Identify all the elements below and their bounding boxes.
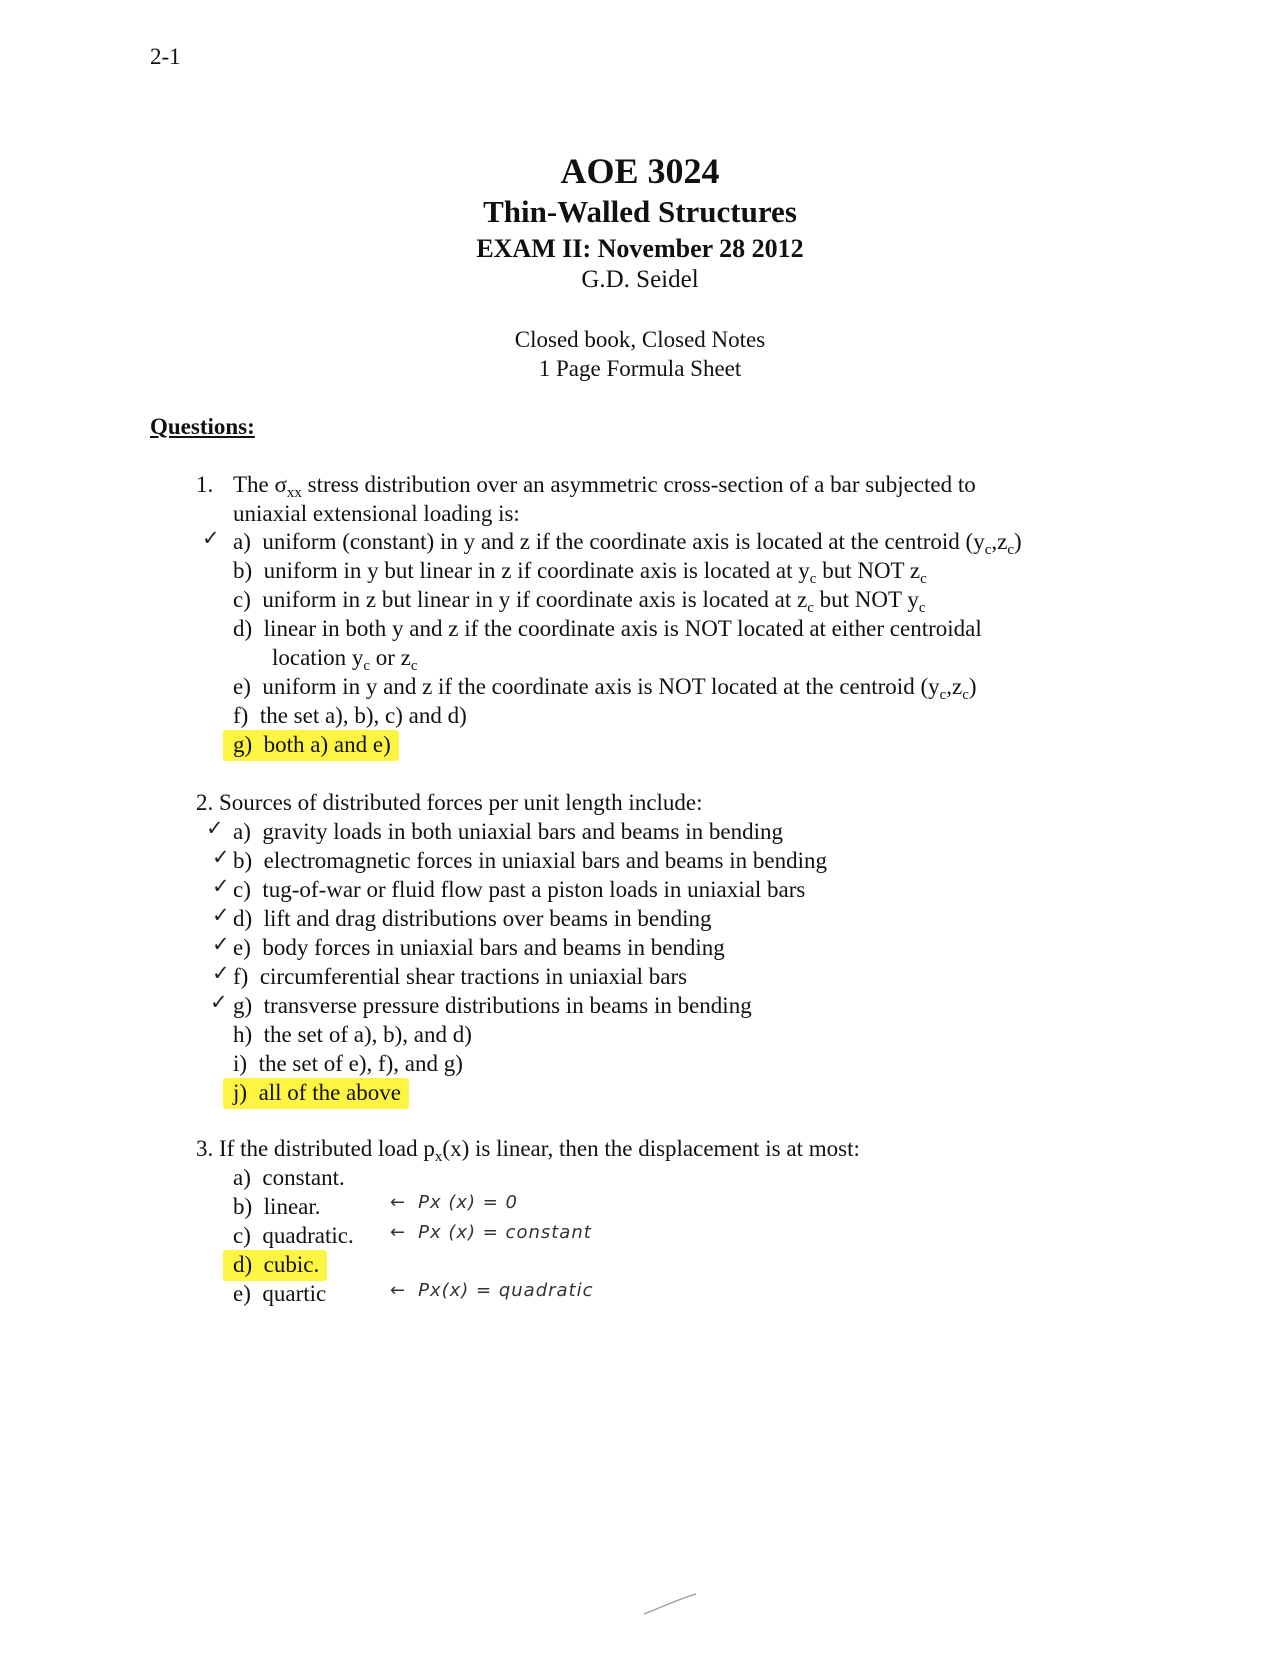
exam-rules-line1: Closed book, Closed Notes (514, 327, 766, 352)
check-mark-icon: ✓ (212, 961, 230, 985)
q2-option-f: f) circumferential shear tractions in uniaxial bars (233, 964, 688, 989)
answer-highlight: g) both a) and e) (223, 730, 399, 761)
q3-option-a: a) constant. (233, 1165, 345, 1190)
q2-option-h: h) the set of a), b), and d) (233, 1022, 472, 1047)
q1-option-d-line2: location $y_c$ or $z_c$ (272, 645, 418, 674)
q1-number: 1. (196, 472, 214, 497)
arrow-left-icon: ← (390, 1192, 407, 1213)
check-mark-icon: ✓ (212, 932, 230, 956)
exam-title: EXAM II: November 28 2012 (476, 234, 804, 263)
q2-option-i: i) the set of e), f), and g) (233, 1051, 463, 1076)
q1-option-e: e) uniform in y and z if the coordinate axis is NOT located at the centroid $(y_c,z_c)$ (233, 674, 977, 703)
q3-option-d (233, 1250, 327, 1279)
arrow-left-icon: ← (390, 1222, 407, 1243)
q1-option-b: b) uniform in y but linear in z if coordinate axis is located at $y_c$ but NOT $z_c$ (233, 558, 927, 587)
subject-title: Thin-Walled Structures (483, 194, 797, 229)
check-mark-icon: ✓ (206, 816, 224, 840)
handwritten-note-e: ← Px(x) = quadratic (390, 1280, 594, 1301)
q1-option-a: a) uniform (constant) in y and z if the coordinate axis is located at the centroid $(y_c,z_c)$ (233, 529, 1022, 558)
q1-option-f: f) the set a), b), c) and d) (233, 703, 467, 728)
q3-stem: 3. If the distributed load $p_x(x)$ is linear, then the displacement is at most: (196, 1136, 860, 1165)
q1-stem: The $\sigma_{xx}$ stress distribution over an asymmetric cross-section of a bar subjected to (233, 472, 976, 501)
answer-highlight: d) cubic. (223, 1250, 327, 1281)
handwritten-note-b: ← Px (x) = 0 (390, 1192, 518, 1213)
q1-option-g (233, 730, 399, 759)
q2-option-g: g) transverse pressure distributions in beams in bending (233, 993, 752, 1018)
q2-option-e: e) body forces in uniaxial bars and beams in bending (233, 935, 725, 960)
check-mark-icon: ✓ (202, 526, 220, 550)
course-title: AOE 3024 (560, 151, 720, 191)
exam-rules-line2: 1 Page Formula Sheet (538, 356, 742, 381)
stray-pen-mark (640, 1590, 700, 1620)
q3-option-b: b) linear. (233, 1194, 321, 1219)
q1-option-d: d) linear in both y and z if the coordinate axis is NOT located at either centroidal (233, 616, 982, 641)
q2-option-c: c) tug-of-war or fluid flow past a piston loads in uniaxial bars (233, 877, 806, 902)
q2-stem: 2. Sources of distributed forces per unit length include: (196, 790, 703, 815)
q1-option-c: c) uniform in z but linear in y if coordinate axis is located at $z_c$ but NOT $y_c$ (233, 587, 926, 616)
answer-highlight: j) all of the above (223, 1078, 409, 1109)
q2-option-a: a) gravity loads in both uniaxial bars and beams in bending (233, 819, 783, 844)
q2-option-j (233, 1078, 409, 1107)
q1-stem-line2: uniaxial extensional loading is: (233, 501, 520, 526)
arrow-left-icon: ← (390, 1280, 407, 1301)
page-number: 2-1 (150, 44, 181, 69)
q3-option-c: c) quadratic. (233, 1223, 354, 1248)
check-mark-icon: ✓ (210, 990, 228, 1014)
handwritten-note-c: ← Px (x) = constant (390, 1222, 592, 1243)
instructor: G.D. Seidel (581, 266, 699, 293)
q2-option-b: b) electromagnetic forces in uniaxial bars and beams in bending (233, 848, 827, 873)
q3-option-e: e) quartic (233, 1281, 327, 1306)
questions-heading: Questions: (150, 414, 255, 439)
check-mark-icon: ✓ (212, 845, 230, 869)
q2-option-d: d) lift and drag distributions over beams in bending (233, 906, 712, 931)
check-mark-icon: ✓ (212, 903, 230, 927)
check-mark-icon: ✓ (212, 874, 230, 898)
